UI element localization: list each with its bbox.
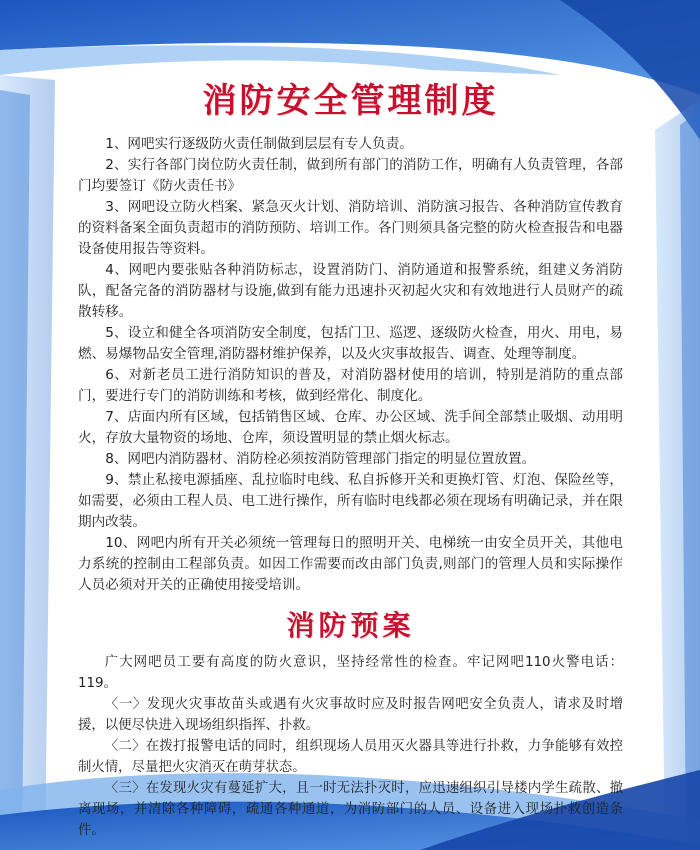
rules-list bbox=[78, 134, 623, 596]
plan-item: 广大网吧员工要有高度的防火意识，坚持经常性的检查。牢记网吧110火警电话：119。 bbox=[78, 655, 623, 691]
plan-item: 〈二〉在拨打报警电话的同时，组织现场人员用灭火器具等进行扑救，力争能够有效控制火情，尽量把火灾消灭在萌芽状态。 bbox=[78, 739, 623, 775]
rule-item: 9、禁止私接电源插座、乱拉临时电线、私自拆修开关和更换灯管、灯泡、保险丝等，如需要，必须由工程人员、电工进行操作，所有临时电线都必须在现场有明确记录，并在限期内改装。 bbox=[78, 472, 623, 530]
document-title: 消防安全管理制度 bbox=[202, 81, 499, 121]
plan-item: 〈一〉发现火灾事故苗头或遇有火灾事故时应及时报告网吧安全负责人，请求及时增援，以便尽快进入现场组织指挥、扑救。 bbox=[78, 697, 623, 733]
plan-list bbox=[78, 652, 623, 841]
rule-item: 8、网吧内消防器材、消防栓必须按消防管理部门指定的明显位置放置。 bbox=[105, 451, 536, 467]
rule-item: 1、网吧实行逐级防火责任制做到层层有专人负责。 bbox=[105, 136, 413, 152]
rule-item: 2、实行各部门岗位防火责任制，做到所有部门的消防工作，明确有人负责管理，各部门均要签订《防火责任书》 bbox=[78, 157, 623, 194]
rule-item: 3、网吧设立防火档案、紧急灭火计划、消防培训、消防演习报告、各种消防宣传教育的资料备案全面负责超市的消防预防、培训工作。各门则须具备完整的防火检查报告和电器设备使用报告等资料。 bbox=[78, 199, 623, 257]
document-body bbox=[78, 72, 623, 841]
plan-item: 〈三〉在发现火灾有蔓延扩大，且一时无法扑灭时，应迅速组织引导楼内学生疏散、撤离现场，并清除各种障碍，疏通各种通道，为消防部门的人员、设备进入现场扑救创造条件。 bbox=[78, 781, 623, 838]
rule-item: 7、店面内所有区域，包括销售区域、仓库、办公区域、洗手间全部禁止吸烟、动用明火，存放大量物资的场地、仓库，须设置明显的禁止烟火标志。 bbox=[78, 409, 623, 446]
plan-title: 消防预案 bbox=[286, 609, 415, 642]
rule-item: 10、网吧内所有开关必须统一管理每日的照明开关、电梯统一由安全员开关，其他电力系统的控制由工程部负责。如因工作需要而改由部门负责,则部门的管理人员和实际操作人员必须对开关的正确使用接受培训。 bbox=[78, 535, 623, 593]
rule-item: 5、设立和健全各项消防安全制度，包括门卫、巡逻、逐级防火检查，用火、用电，易燃、易爆物品安全管理,消防器材维护保养，以及火灾事故报告、调查、处理等制度。 bbox=[78, 325, 623, 362]
rule-item: 4、网吧内要张贴各种消防标志，设置消防门、消防通道和报警系统，组建义务消防队，配备完备的消防器材与设施,做到有能力迅速扑灭初起火灾和有效地进行人员财产的疏散转移。 bbox=[78, 262, 623, 320]
rule-item: 6、对新老员工进行消防知识的普及，对消防器材使用的培训，特别是消防的重点部门，要进行专门的消防训练和考核，做到经常化、制度化。 bbox=[78, 367, 623, 404]
